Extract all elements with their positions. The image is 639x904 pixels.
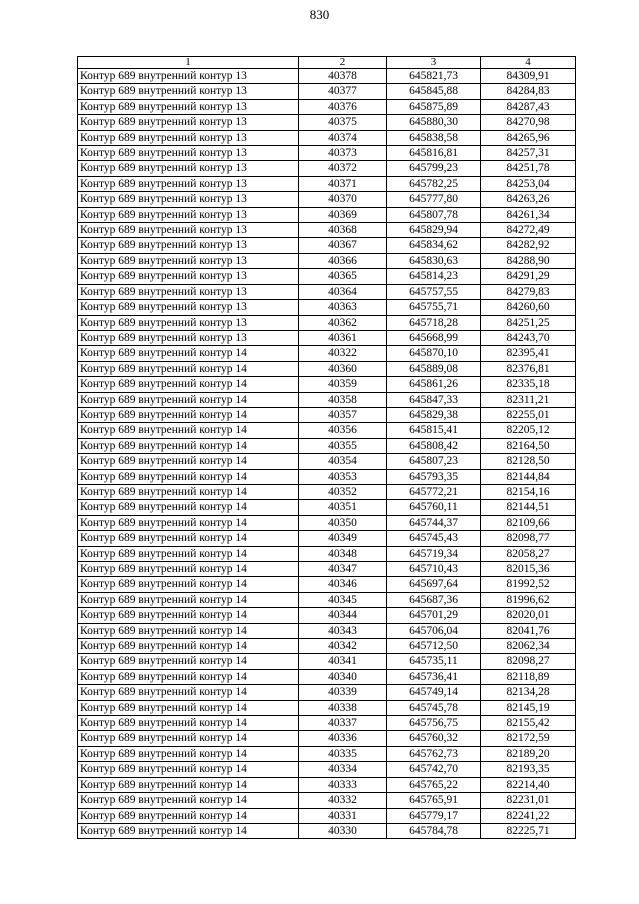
point-number-cell: 40342 [299, 639, 387, 654]
contour-name-cell: Контур 689 внутренний контур 13 [78, 146, 299, 161]
point-number-cell: 40361 [299, 330, 387, 345]
y-coordinate-cell: 82062,34 [481, 639, 576, 654]
y-coordinate-cell: 84287,43 [481, 99, 576, 114]
contour-name-cell: Контур 689 внутренний контур 14 [78, 531, 299, 546]
contour-name-cell: Контур 689 внутренний контур 14 [78, 762, 299, 777]
table-row [78, 515, 576, 530]
point-number-cell: 40377 [299, 84, 387, 99]
y-coordinate-cell: 82193,35 [481, 762, 576, 777]
point-number-cell: 40349 [299, 531, 387, 546]
contour-name-cell: Контур 689 внутренний контур 14 [78, 484, 299, 499]
y-coordinate-cell: 82020,01 [481, 608, 576, 623]
point-number-cell: 40332 [299, 793, 387, 808]
point-number-cell: 40366 [299, 253, 387, 268]
y-coordinate-cell: 82255,01 [481, 407, 576, 422]
contour-name-cell: Контур 689 внутренний контур 14 [78, 654, 299, 669]
table-row [78, 669, 576, 684]
x-coordinate-cell: 645779,17 [387, 808, 481, 823]
x-coordinate-cell: 645719,34 [387, 546, 481, 561]
contour-name-cell: Контур 689 внутренний контур 13 [78, 207, 299, 222]
contour-name-cell: Контур 689 внутренний контур 13 [78, 115, 299, 130]
table-row [78, 223, 576, 238]
table-row [78, 731, 576, 746]
table-row [78, 69, 576, 84]
y-coordinate-cell: 82335,18 [481, 377, 576, 392]
point-number-cell: 40322 [299, 346, 387, 361]
contour-name-cell: Контур 689 внутренний контур 13 [78, 223, 299, 238]
x-coordinate-cell: 645765,91 [387, 793, 481, 808]
table-row [78, 823, 576, 838]
table-row [78, 654, 576, 669]
table-row [78, 623, 576, 638]
y-coordinate-cell: 82155,42 [481, 716, 576, 731]
column-header-2: 2 [299, 57, 387, 69]
contour-name-cell: Контур 689 внутренний контур 14 [78, 392, 299, 407]
table-row [78, 484, 576, 499]
x-coordinate-cell: 645838,58 [387, 130, 481, 145]
y-coordinate-cell: 82214,40 [481, 777, 576, 792]
point-number-cell: 40341 [299, 654, 387, 669]
x-coordinate-cell: 645784,78 [387, 823, 481, 838]
point-number-cell: 40371 [299, 176, 387, 191]
contour-name-cell: Контур 689 внутренний контур 14 [78, 500, 299, 515]
y-coordinate-cell: 84284,83 [481, 84, 576, 99]
contour-name-cell: Контур 689 внутренний контур 14 [78, 623, 299, 638]
table-row [78, 84, 576, 99]
y-coordinate-cell: 82205,12 [481, 423, 576, 438]
x-coordinate-cell: 645742,70 [387, 762, 481, 777]
y-coordinate-cell: 82164,50 [481, 438, 576, 453]
point-number-cell: 40353 [299, 469, 387, 484]
x-coordinate-cell: 645757,55 [387, 284, 481, 299]
table-row [78, 330, 576, 345]
x-coordinate-cell: 645793,35 [387, 469, 481, 484]
table-row [78, 562, 576, 577]
table-row [78, 300, 576, 315]
contour-name-cell: Контур 689 внутренний контур 14 [78, 469, 299, 484]
table-row [78, 176, 576, 191]
column-header-1: 1 [78, 57, 299, 69]
contour-name-cell: Контур 689 внутренний контур 14 [78, 546, 299, 561]
y-coordinate-cell: 84282,92 [481, 238, 576, 253]
x-coordinate-cell: 645782,25 [387, 176, 481, 191]
contour-name-cell: Контур 689 внутренний контур 14 [78, 639, 299, 654]
y-coordinate-cell: 84309,91 [481, 69, 576, 84]
y-coordinate-cell: 82134,28 [481, 685, 576, 700]
table-row [78, 808, 576, 823]
contour-name-cell: Контур 689 внутренний контур 14 [78, 700, 299, 715]
table-row [78, 639, 576, 654]
point-number-cell: 40336 [299, 731, 387, 746]
x-coordinate-cell: 645777,80 [387, 192, 481, 207]
contour-name-cell: Контур 689 внутренний контур 14 [78, 361, 299, 376]
x-coordinate-cell: 645736,41 [387, 669, 481, 684]
x-coordinate-cell: 645821,73 [387, 69, 481, 84]
y-coordinate-cell: 82058,27 [481, 546, 576, 561]
y-coordinate-cell: 82118,89 [481, 669, 576, 684]
x-coordinate-cell: 645889,08 [387, 361, 481, 376]
x-coordinate-cell: 645847,33 [387, 392, 481, 407]
table-row [78, 192, 576, 207]
x-coordinate-cell: 645816,81 [387, 146, 481, 161]
y-coordinate-cell: 82189,20 [481, 746, 576, 761]
point-number-cell: 40354 [299, 454, 387, 469]
x-coordinate-cell: 645749,14 [387, 685, 481, 700]
contour-name-cell: Контур 689 внутренний контур 13 [78, 330, 299, 345]
x-coordinate-cell: 645807,78 [387, 207, 481, 222]
point-number-cell: 40348 [299, 546, 387, 561]
table-body [78, 69, 576, 839]
table-row [78, 115, 576, 130]
y-coordinate-cell: 82172,59 [481, 731, 576, 746]
contour-name-cell: Контур 689 внутренний контур 14 [78, 515, 299, 530]
point-number-cell: 40340 [299, 669, 387, 684]
page-number: 830 [309, 7, 330, 22]
point-number-cell: 40359 [299, 377, 387, 392]
y-coordinate-cell: 82109,66 [481, 515, 576, 530]
point-number-cell: 40333 [299, 777, 387, 792]
x-coordinate-cell: 645718,28 [387, 315, 481, 330]
table-row [78, 469, 576, 484]
contour-name-cell: Контур 689 внутренний контур 14 [78, 793, 299, 808]
table-row [78, 377, 576, 392]
table-row [78, 269, 576, 284]
point-number-cell: 40358 [299, 392, 387, 407]
x-coordinate-cell: 645870,10 [387, 346, 481, 361]
y-coordinate-cell: 84263,26 [481, 192, 576, 207]
contour-name-cell: Контур 689 внутренний контур 14 [78, 454, 299, 469]
table-row [78, 608, 576, 623]
point-number-cell: 40352 [299, 484, 387, 499]
y-coordinate-cell: 84291,29 [481, 269, 576, 284]
table-header-row [78, 57, 576, 69]
x-coordinate-cell: 645772,21 [387, 484, 481, 499]
table-row [78, 577, 576, 592]
table-row [78, 438, 576, 453]
contour-name-cell: Контур 689 внутренний контур 14 [78, 685, 299, 700]
table-row [78, 130, 576, 145]
y-coordinate-cell: 84251,25 [481, 315, 576, 330]
table-row [78, 99, 576, 114]
y-coordinate-cell: 84253,04 [481, 176, 576, 191]
y-coordinate-cell: 82145,19 [481, 700, 576, 715]
x-coordinate-cell: 645861,26 [387, 377, 481, 392]
contour-name-cell: Контур 689 внутренний контур 14 [78, 423, 299, 438]
y-coordinate-cell: 82154,16 [481, 484, 576, 499]
contour-name-cell: Контур 689 внутренний контур 13 [78, 99, 299, 114]
table-row [78, 546, 576, 561]
table-row [78, 423, 576, 438]
x-coordinate-cell: 645744,37 [387, 515, 481, 530]
y-coordinate-cell: 82144,51 [481, 500, 576, 515]
contour-name-cell: Контур 689 внутренний контур 14 [78, 716, 299, 731]
x-coordinate-cell: 645745,78 [387, 700, 481, 715]
y-coordinate-cell: 84265,96 [481, 130, 576, 145]
point-number-cell: 40343 [299, 623, 387, 638]
x-coordinate-cell: 645760,32 [387, 731, 481, 746]
y-coordinate-cell: 84272,49 [481, 223, 576, 238]
y-coordinate-cell: 82015,36 [481, 562, 576, 577]
x-coordinate-cell: 645799,23 [387, 161, 481, 176]
contour-name-cell: Контур 689 внутренний контур 13 [78, 84, 299, 99]
y-coordinate-cell: 84257,31 [481, 146, 576, 161]
y-coordinate-cell: 81996,62 [481, 592, 576, 607]
point-number-cell: 40346 [299, 577, 387, 592]
contour-name-cell: Контур 689 внутренний контур 13 [78, 238, 299, 253]
point-number-cell: 40372 [299, 161, 387, 176]
x-coordinate-cell: 645668,99 [387, 330, 481, 345]
x-coordinate-cell: 645845,88 [387, 84, 481, 99]
contour-name-cell: Контур 689 внутренний контур 13 [78, 130, 299, 145]
point-number-cell: 40357 [299, 407, 387, 422]
table-row [78, 746, 576, 761]
column-header-4: 4 [481, 57, 576, 69]
contour-name-cell: Контур 689 внутренний контур 13 [78, 176, 299, 191]
y-coordinate-cell: 82144,84 [481, 469, 576, 484]
point-number-cell: 40330 [299, 823, 387, 838]
y-coordinate-cell: 84261,34 [481, 207, 576, 222]
y-coordinate-cell: 82231,01 [481, 793, 576, 808]
contour-name-cell: Контур 689 внутренний контур 13 [78, 300, 299, 315]
point-number-cell: 40355 [299, 438, 387, 453]
contour-name-cell: Контур 689 внутренний контур 14 [78, 407, 299, 422]
contour-name-cell: Контур 689 внутренний контур 14 [78, 562, 299, 577]
x-coordinate-cell: 645755,71 [387, 300, 481, 315]
x-coordinate-cell: 645834,62 [387, 238, 481, 253]
point-number-cell: 40362 [299, 315, 387, 330]
table-row [78, 407, 576, 422]
y-coordinate-cell: 82128,50 [481, 454, 576, 469]
table-row [78, 361, 576, 376]
contour-name-cell: Контур 689 внутренний контур 13 [78, 269, 299, 284]
contour-name-cell: Контур 689 внутренний контур 14 [78, 592, 299, 607]
x-coordinate-cell: 645830,63 [387, 253, 481, 268]
point-number-cell: 40345 [299, 592, 387, 607]
table-row [78, 716, 576, 731]
table-row [78, 454, 576, 469]
x-coordinate-cell: 645875,89 [387, 99, 481, 114]
y-coordinate-cell: 84251,78 [481, 161, 576, 176]
contour-name-cell: Контур 689 внутренний контур 14 [78, 823, 299, 838]
x-coordinate-cell: 645701,29 [387, 608, 481, 623]
point-number-cell: 40334 [299, 762, 387, 777]
y-coordinate-cell: 84288,90 [481, 253, 576, 268]
point-number-cell: 40339 [299, 685, 387, 700]
y-coordinate-cell: 82376,81 [481, 361, 576, 376]
x-coordinate-cell: 645710,43 [387, 562, 481, 577]
point-number-cell: 40374 [299, 130, 387, 145]
point-number-cell: 40347 [299, 562, 387, 577]
y-coordinate-cell: 81992,52 [481, 577, 576, 592]
y-coordinate-cell: 82041,76 [481, 623, 576, 638]
y-coordinate-cell: 82098,77 [481, 531, 576, 546]
point-number-cell: 40331 [299, 808, 387, 823]
contour-name-cell: Контур 689 внутренний контур 13 [78, 161, 299, 176]
contour-name-cell: Контур 689 внутренний контур 14 [78, 438, 299, 453]
table-row [78, 284, 576, 299]
contour-name-cell: Контур 689 внутренний контур 13 [78, 284, 299, 299]
point-number-cell: 40370 [299, 192, 387, 207]
point-number-cell: 40369 [299, 207, 387, 222]
point-number-cell: 40364 [299, 284, 387, 299]
table-row [78, 700, 576, 715]
y-coordinate-cell: 84260,60 [481, 300, 576, 315]
x-coordinate-cell: 645735,11 [387, 654, 481, 669]
x-coordinate-cell: 645807,23 [387, 454, 481, 469]
contour-name-cell: Контур 689 внутренний контур 14 [78, 746, 299, 761]
contour-name-cell: Контур 689 внутренний контур 14 [78, 608, 299, 623]
x-coordinate-cell: 645687,36 [387, 592, 481, 607]
contour-name-cell: Контур 689 внутренний контур 14 [78, 731, 299, 746]
point-number-cell: 40368 [299, 223, 387, 238]
coordinates-table [77, 56, 576, 839]
point-number-cell: 40367 [299, 238, 387, 253]
table-row [78, 253, 576, 268]
table-row [78, 238, 576, 253]
point-number-cell: 40344 [299, 608, 387, 623]
x-coordinate-cell: 645697,64 [387, 577, 481, 592]
point-number-cell: 40350 [299, 515, 387, 530]
point-number-cell: 40375 [299, 115, 387, 130]
table-row [78, 762, 576, 777]
point-number-cell: 40338 [299, 700, 387, 715]
table-row [78, 161, 576, 176]
x-coordinate-cell: 645808,42 [387, 438, 481, 453]
y-coordinate-cell: 84279,83 [481, 284, 576, 299]
y-coordinate-cell: 82311,21 [481, 392, 576, 407]
contour-name-cell: Контур 689 внутренний контур 14 [78, 577, 299, 592]
table-row [78, 777, 576, 792]
x-coordinate-cell: 645756,75 [387, 716, 481, 731]
table-row [78, 315, 576, 330]
y-coordinate-cell: 84270,98 [481, 115, 576, 130]
table-row [78, 531, 576, 546]
table-row [78, 146, 576, 161]
table-row [78, 793, 576, 808]
y-coordinate-cell: 82241,22 [481, 808, 576, 823]
point-number-cell: 40363 [299, 300, 387, 315]
point-number-cell: 40378 [299, 69, 387, 84]
y-coordinate-cell: 82225,71 [481, 823, 576, 838]
x-coordinate-cell: 645829,38 [387, 407, 481, 422]
contour-name-cell: Контур 689 внутренний контур 13 [78, 315, 299, 330]
point-number-cell: 40337 [299, 716, 387, 731]
contour-name-cell: Контур 689 внутренний контур 14 [78, 808, 299, 823]
x-coordinate-cell: 645706,04 [387, 623, 481, 638]
x-coordinate-cell: 645712,50 [387, 639, 481, 654]
point-number-cell: 40360 [299, 361, 387, 376]
point-number-cell: 40373 [299, 146, 387, 161]
point-number-cell: 40356 [299, 423, 387, 438]
contour-name-cell: Контур 689 внутренний контур 14 [78, 777, 299, 792]
contour-name-cell: Контур 689 внутренний контур 13 [78, 253, 299, 268]
table-row [78, 592, 576, 607]
x-coordinate-cell: 645880,30 [387, 115, 481, 130]
x-coordinate-cell: 645815,41 [387, 423, 481, 438]
x-coordinate-cell: 645765,22 [387, 777, 481, 792]
x-coordinate-cell: 645745,43 [387, 531, 481, 546]
point-number-cell: 40351 [299, 500, 387, 515]
x-coordinate-cell: 645829,94 [387, 223, 481, 238]
x-coordinate-cell: 645814,23 [387, 269, 481, 284]
point-number-cell: 40335 [299, 746, 387, 761]
x-coordinate-cell: 645760,11 [387, 500, 481, 515]
table-row [78, 500, 576, 515]
table-row [78, 346, 576, 361]
column-header-3: 3 [387, 57, 481, 69]
table-row [78, 685, 576, 700]
y-coordinate-cell: 82098,27 [481, 654, 576, 669]
y-coordinate-cell: 82395,41 [481, 346, 576, 361]
contour-name-cell: Контур 689 внутренний контур 13 [78, 69, 299, 84]
contour-name-cell: Контур 689 внутренний контур 14 [78, 377, 299, 392]
y-coordinate-cell: 84243,70 [481, 330, 576, 345]
table-row [78, 207, 576, 222]
contour-name-cell: Контур 689 внутренний контур 14 [78, 346, 299, 361]
table-row [78, 392, 576, 407]
contour-name-cell: Контур 689 внутренний контур 14 [78, 669, 299, 684]
contour-name-cell: Контур 689 внутренний контур 13 [78, 192, 299, 207]
point-number-cell: 40376 [299, 99, 387, 114]
x-coordinate-cell: 645762,73 [387, 746, 481, 761]
point-number-cell: 40365 [299, 269, 387, 284]
